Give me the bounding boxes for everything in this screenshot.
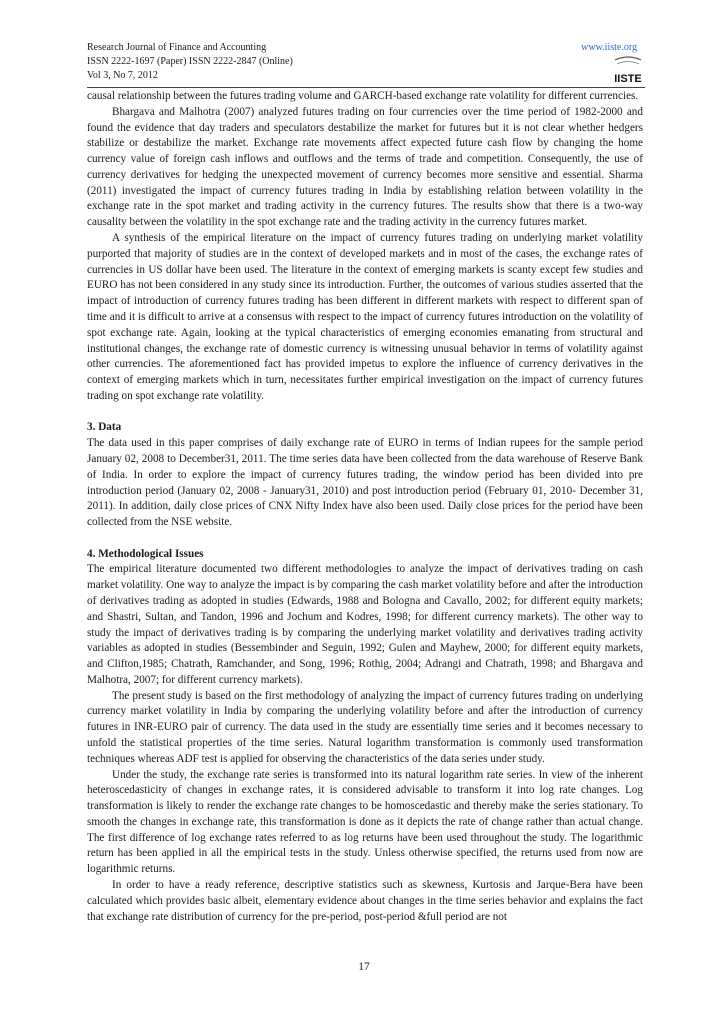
paragraph: The data used in this paper comprises of daily exchange rate of EURO in terms of Indian rupees for the sample period January 02, 2008 to December31, 2011. The time series data have been collected from the data warehouse of Reserve Bank of India. In order to explore the impact of currency futures trading, the window period has been divided into pre introduction period (January 02, 2008 - January31, 2010) and post introduction period (February 01, 2010- December 31, 2011). In addition, daily close prices of CNX Nifty Index have also been used. Daily close prices for the period have been collected from the NSE website. (87, 437, 643, 529)
paragraph: A synthesis of the empirical literature on the impact of currency futures trading on underlying market volatility purported that majority of studies are in the context of developed markets and in most of the cases, the exchange rates of currencies in US dollar have been used. The literature in the context of emerging markets is scanty except few studies and EURO has not been considered in any study since its introduction. Further, the outcomes of various studies asserted that the impact of introduction of currency futures trading has been different in different markets with respect to different span of time and it is difficult to arrive at a consensus with respect to the impact of currency futures introduction on the volatility of spot exchange rate. Again, looking at the typical characteristics of emerging economies emanating from structural and institutional changes, the exchange rate of domestic currency is witnessing unusual behavior in terms of volatility against other currencies. The aforementioned fact has provided impetus to explore the influence of currency derivatives in the context of emerging markets which in turn, necessitates further empirical investigation on the impact of currency futures trading on spot exchange rate volatility. (87, 232, 643, 402)
spacer (87, 531, 643, 547)
body-text (87, 89, 643, 925)
volume-line: Vol 3, No 7, 2012 (87, 70, 158, 81)
paragraph: In order to have a ready reference, descriptive statistics such as skewness, Kurtosis and Jarque-Bera have been calculated which provides basic albeit, elementary evidence about changes in the time series behavior and explains the fact that exchange rate distribution of currency for the pre-period, post-period &full period are not (87, 879, 643, 923)
journal-name: Research Journal of Finance and Accounting (87, 42, 267, 53)
page-number: 17 (358, 961, 370, 973)
page-header (87, 42, 645, 86)
issn-line: ISSN 2222-1697 (Paper) ISSN 2222-2847 (Online) (87, 56, 293, 67)
paragraph: Under the study, the exchange rate series is transformed into its natural logarithm rate series. In view of the inherent heteroscedasticity of changes in exchange rates, it is considered advisable to transform it into log rate changes. Log transformation is likely to render the exchange rate changes to be homoscedastic and thereby make the series stationary. To smooth the changes in exchange rate, this transformation is done as it depicts the rate of change rather than actual change. The first difference of log exchange rates referred to as log returns have been used throughout the study. The logarithmic return has been applied in all the empirical tests in the study. Unless otherwise specified, the returns used from now are logarithmic returns. (87, 768, 643, 876)
paragraph: The present study is based on the first methodology of analyzing the impact of currency futures trading on underlying currency market volatility in India by comparing the underlying volatility before and after the introduction of currency futures in INR-EURO pair of currency. The data used in the study are essentially time series and it becomes necessary to unfold the statistical properties of the time series. Natural logarithm transformation is commonly used transformation techniques whereas ADF test is applied for observing the characteristics of the data series under study. (87, 689, 643, 765)
paragraph: The empirical literature documented two different methodologies to analyze the impact of derivatives trading on cash market volatility. One way to analyze the impact is by comparing the cash market volatility before and after the introduction of derivatives trading as adopted in studies (Edwards, 1988 and Bologna and Cavallo, 2002; for different equity markets; and Shastri, Sultan, and Tandon, 1996 and Jochum and Kodres, 1998; for different currency markets). The other way to study the impact of derivatives trading is by comparing the underlying market volatility and derivatives trading activity variables as adopted in studies (Bessembinder and Seguin, 1992; Gulen and Mayhew, 2000; for different equity markets, and Clifton,1985; Chatrath, Ramchander, and Song, 1996; Rothig, 2004; Adrangi and Chatrath, 1998; and Bhargava and Malhotra, 2007; for different currency markets). (87, 563, 643, 686)
paragraph: causal relationship between the futures trading volume and GARCH-based exchange rate volatility for different currencies. (87, 90, 639, 102)
spacer (87, 405, 643, 421)
iiste-logo (611, 56, 645, 88)
section-heading-methodology: 4. Methodological Issues (87, 547, 204, 560)
journal-url-link[interactable]: www.iiste.org (581, 42, 637, 53)
logo-text: IISTE (614, 73, 642, 85)
section-heading-data: 3. Data (87, 421, 122, 434)
paragraph: Bhargava and Malhotra (2007) analyzed futures trading on four currencies over the time period of 1982-2000 and found the evidence that day traders and speculators destabilize the market for futures but it is not clear whether hedgers stabilize or destabilize the market. Exchange rate movements affect expected future cash flow by changing the home currency value of foreign cash inflows and outflows and the terms of trade and competition. Consequently, the use of currency derivatives for hedging the unexpected movement of currency becomes more sensitive and essential. Sharma (2011) investigated the impact of currency futures trading in India by establishing relation between volatility in the exchange rate in the spot market and trading activity in the currency futures. The results show that there is a two-way causality between the volatility in the spot exchange rate and the trading activity in the currency futures market. (87, 105, 643, 229)
header-rule (87, 87, 645, 88)
